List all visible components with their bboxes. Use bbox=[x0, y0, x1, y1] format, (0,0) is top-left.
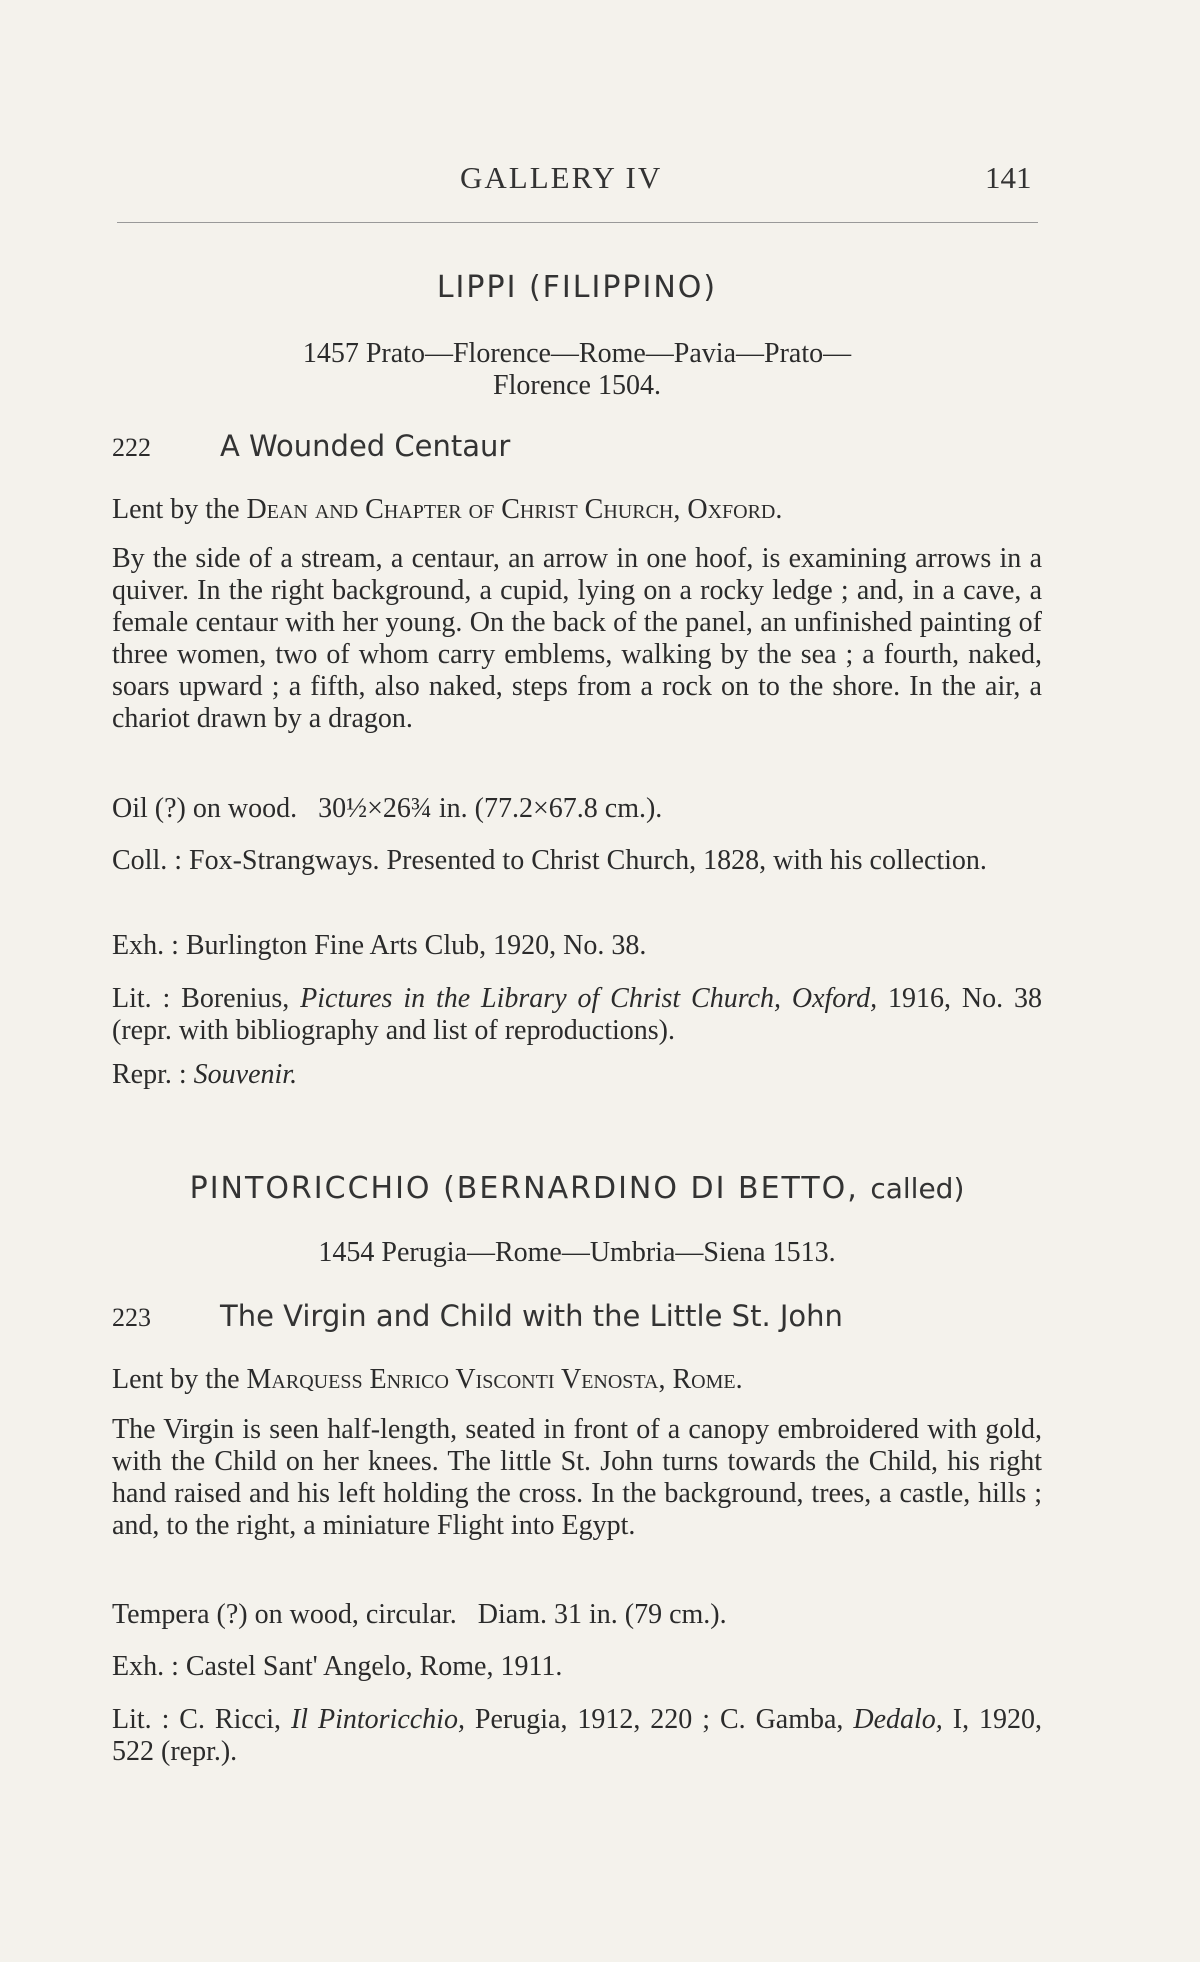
lender-line bbox=[112, 1364, 1042, 1396]
lent-prefix: Lent by the bbox=[112, 1364, 240, 1395]
lit-title: Il Pintoricchio, bbox=[290, 1704, 465, 1735]
lit-rest: Perugia, 1912, 220 ; C. Gamba, bbox=[474, 1704, 844, 1735]
page-number: 141 bbox=[985, 160, 1032, 195]
exhibition-note: Exh. : Castel Sant' Angelo, Rome, 1911. bbox=[112, 1651, 563, 1682]
life-line: Florence 1504. bbox=[493, 370, 661, 401]
literature-note bbox=[112, 1704, 1042, 1768]
artwork-title: The Virgin and Child with the Little St. John bbox=[220, 1299, 843, 1333]
catalogue-entry-heading bbox=[112, 430, 1042, 464]
artwork-description: The Virgin is seen half-length, seated in front of a canopy embroidered with gold, with the Child on her knees. The little St. John turns towards the Child, his right hand raised and his left holding the cross. In the background, trees, a castle, hills ; and, to the right, a miniature Flight into Egypt. bbox=[112, 1414, 1042, 1541]
artwork-title: A Wounded Centaur bbox=[220, 429, 511, 463]
dimensions: 30½×26¾ in. (77.2×67.8 cm.). bbox=[318, 793, 663, 824]
header-rule bbox=[117, 222, 1038, 223]
lent-prefix: Lent by the bbox=[112, 494, 240, 525]
artist-suffix: called) bbox=[870, 1172, 965, 1205]
artist-name: PINTORICCHIO (BERNARDINO DI BETTO, bbox=[189, 1171, 859, 1206]
collection-note: Coll. : Fox-Strangways. Presented to Christ Church, 1828, with his collection. bbox=[112, 845, 987, 876]
lender-line bbox=[112, 494, 1042, 526]
repr-prefix: Repr. : bbox=[112, 1059, 187, 1090]
lit-title: Pictures in the Library of Christ Church, Oxford, bbox=[300, 983, 878, 1014]
catalogue-number: 222 bbox=[112, 433, 151, 462]
catalogue-entry-heading bbox=[112, 1300, 1042, 1334]
lit-prefix: Lit. : C. Ricci, bbox=[112, 1704, 282, 1735]
medium-line bbox=[112, 1599, 1042, 1631]
repr-title: Souvenir. bbox=[193, 1059, 298, 1090]
artist-life-dates bbox=[112, 338, 1042, 402]
exhibition-note: Exh. : Burlington Fine Arts Club, 1920, No. 38. bbox=[112, 930, 647, 961]
dimensions: Diam. 31 in. (79 cm.). bbox=[477, 1599, 727, 1630]
lit-title-2: Dedalo, bbox=[853, 1704, 943, 1735]
reproduction-note bbox=[112, 1059, 1042, 1091]
artist-heading bbox=[112, 1173, 1042, 1205]
lit-rest: 1916, No. 38 (repr. with bibliography and list of reproductions). bbox=[112, 983, 1042, 1046]
medium-line bbox=[112, 793, 1042, 825]
medium: Tempera (?) on wood, circular. bbox=[112, 1599, 457, 1630]
medium: Oil (?) on wood. bbox=[112, 793, 298, 824]
running-head: GALLERY IV bbox=[460, 160, 663, 195]
literature-note bbox=[112, 983, 1042, 1047]
lender-name: Marquess Enrico Visconti Venosta, Rome. bbox=[246, 1364, 743, 1395]
lit-rest-2: I, 1920, 522 (repr.). bbox=[112, 1704, 1043, 1767]
lit-prefix: Lit. : Borenius, bbox=[112, 983, 290, 1014]
artist-life-dates: 1454 Perugia—Rome—Umbria—Siena 1513. bbox=[318, 1237, 836, 1268]
artist-heading: LIPPI (FILIPPINO) bbox=[436, 270, 718, 305]
artwork-description: By the side of a stream, a centaur, an arrow in one hoof, is examining arrows in a quiver. In the right background, a cupid, lying on a rocky ledge ; and, in a cave, a female centaur with her young. On the back of the panel, an unfinished painting of three women, two of whom carry emblems, walking by the sea ; a fourth, naked, soars upward ; a fifth, also naked, steps from a rock on to the shore. In the air, a chariot drawn by a dragon. bbox=[112, 543, 1042, 734]
life-line: 1457 Prato—Florence—Rome—Pavia—Prato— bbox=[302, 338, 852, 369]
lender-name: Dean and Chapter of Christ Church, Oxford. bbox=[246, 494, 783, 525]
catalogue-number: 223 bbox=[112, 1303, 151, 1332]
